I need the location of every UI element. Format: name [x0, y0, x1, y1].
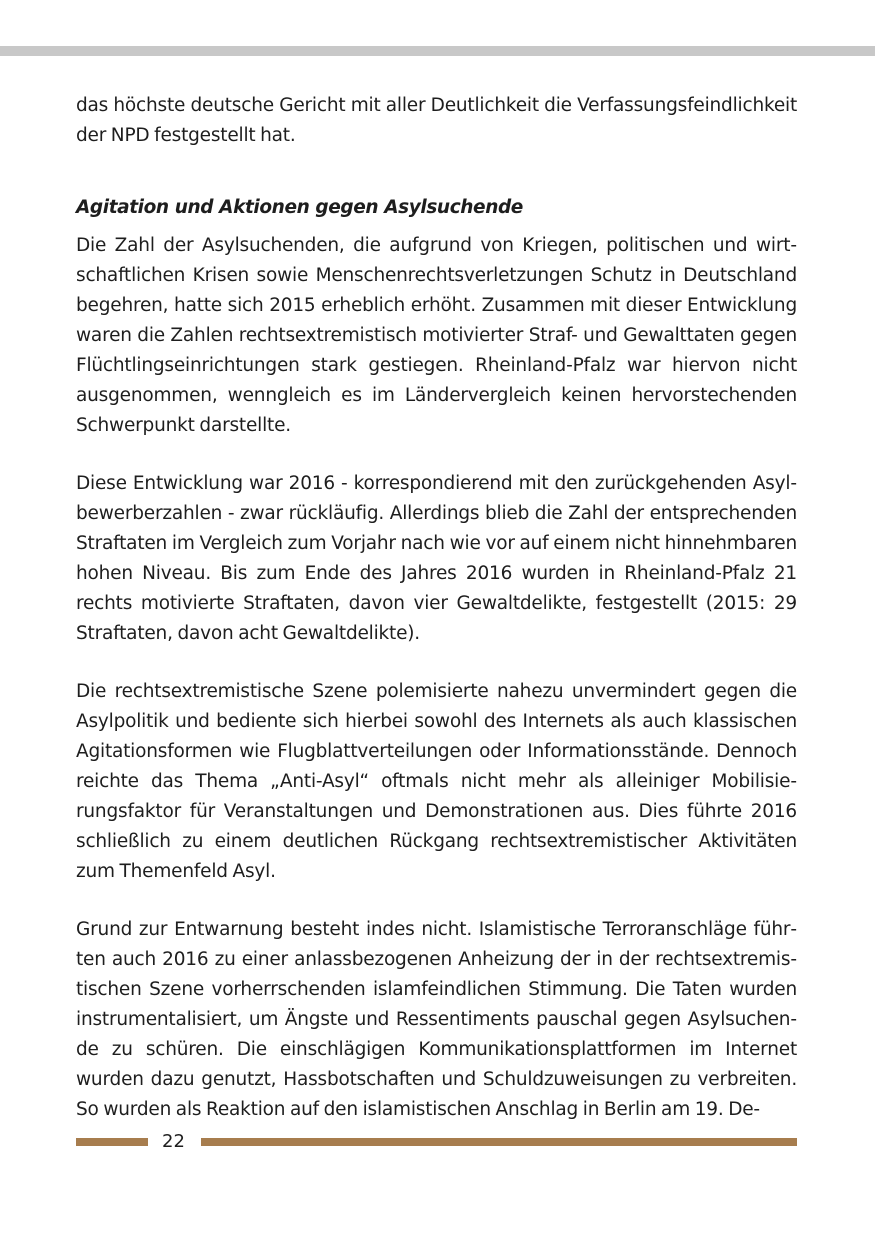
paragraph-3: Die rechtsextremistische Szene polemisierte nahezu unvermindert gegen die Asylpolitik und bediente sich hierbei sowohl des Internets als auch klassischen Agitationsformen wie Flugblattverteilungen oder Informationsstände. Dennoch reichte das Thema „Anti-Asyl“ oftmals nicht mehr als alleiniger Mobilisierungsfaktor für Veranstaltungen und Demonstrationen aus. Dies führte 2016 schließlich zu einem deutlichen Rückgang rechtsextremistischer Aktivitäten zum Themenfeld Asyl.	[76, 681, 797, 882]
page-number: 22	[162, 1131, 185, 1152]
footer-bar-left	[76, 1138, 148, 1146]
paragraph-intro: das höchste deutsche Gericht mit aller Deutlichkeit die Verfassungsfeindlichkeit der NPD festgestellt hat.	[76, 95, 797, 146]
page-content	[76, 91, 797, 1125]
paragraph-2: Diese Entwicklung war 2016 - korrespondierend mit den zurückgehenden Asylbewerberzahlen - zwar rückläufig. Allerdings blieb die Zahl der entsprechenden Straftaten im Vergleich zum Vorjahr nach wie vor auf einem nicht hinnehmbaren hohen Niveau. Bis zum Ende des Jahres 2016 wurden in Rheinland-Pfalz 21 rechts motivierte Straftaten, davon vier Gewaltdelikte, festgestellt (2015: 29 Straftaten, davon acht Gewaltdelikte).	[76, 473, 797, 644]
top-rule	[0, 46, 875, 56]
paragraph-4: Grund zur Entwarnung besteht indes nicht. Islamistische Terroranschläge führten auch 2016 zu einer anlassbezogenen Anheizung der in der rechtsextremistischen Szene vorherrschenden islamfeindlichen Stimmung. Die Taten wurden instrumentalisiert, um Ängste und Ressentiments pauschal gegen Asylsuchende zu schüren. Die einschlägigen Kommunikationsplattformen im Internet wurden dazu genutzt, Hassbotschaften und Schuldzuweisungen zu verbreiten. So wurden als Reaktion auf den islamistischen Anschlag in Berlin am 19. De-	[76, 919, 797, 1120]
footer-bar-right	[201, 1138, 797, 1146]
page-footer	[76, 1131, 797, 1153]
paragraph-1: Die Zahl der Asylsuchenden, die aufgrund von Kriegen, politischen und wirtschaftlichen Krisen sowie Menschenrechtsverletzungen Schutz in Deutschland begehren, hatte sich 2015 erheblich erhöht. Zusammen mit dieser Entwicklung waren die Zahlen rechtsextremistisch motivierter Straf- und Gewalttaten gegen Flüchtlingseinrichtungen stark gestiegen. Rheinland-Pfalz war hiervon nicht ausgenommen, wenngleich es im Ländervergleich keinen hervorstechenden Schwerpunkt darstellte.	[76, 235, 797, 436]
section-heading: Agitation und Aktionen gegen Asylsuchende	[76, 197, 523, 218]
